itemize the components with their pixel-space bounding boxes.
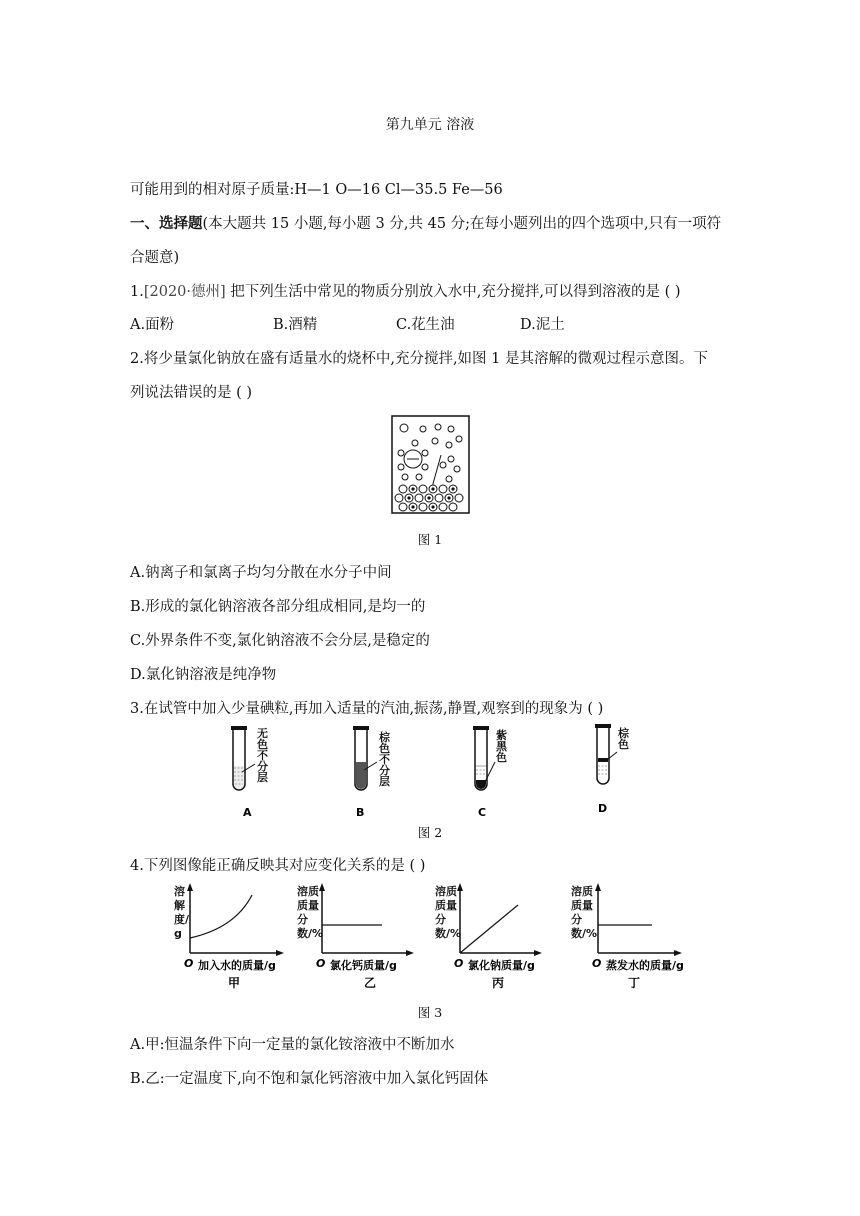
graph-yi-name: 乙 [364, 976, 377, 990]
figure-2-caption: 图 2 [417, 825, 443, 840]
section-heading [130, 214, 721, 234]
question-1 [130, 282, 681, 302]
tube-b [353, 726, 377, 819]
q1-option-a: A.面粉 [130, 317, 175, 333]
question-2-line1: 2.将少量氯化钠放在盛有适量水的烧杯中,充分搅拌,如图 1 是其溶解的微观过程示意图。下 [130, 351, 708, 367]
tube-c [473, 726, 495, 819]
q1-option-c: C.花生油 [396, 317, 455, 333]
graph-ding-name: 丁 [628, 976, 641, 990]
section-heading-title: 一、选择题 [130, 215, 203, 232]
tube-c-label: 紫黑色 [496, 729, 507, 764]
q4-option-b: B.乙:一定温度下,向不饱和氯化钙溶液中加入氯化钙固体 [130, 1071, 489, 1087]
graph-yi-origin: O [316, 957, 326, 970]
section-heading-desc-cont: 合题意) [130, 250, 180, 266]
graph-jia-xlabel: 加入水的质量/g [198, 959, 276, 972]
graph-ding-xlabel: 蒸发水的质量/g [606, 959, 684, 972]
q2-option-a: A.钠离子和氯离子均匀分散在水分子中间 [130, 565, 392, 581]
q1-option-b: B.酒精 [273, 317, 318, 333]
tube-d [595, 724, 617, 815]
graph-jia-origin: O [184, 957, 194, 970]
question-1-text: 把下列生活中常见的物质分别放入水中,充分搅拌,可以得到溶液的是 ( ) [225, 284, 681, 300]
question-1-num: 1. [130, 284, 144, 300]
graph-yi [319, 883, 414, 956]
figure-3-caption: 图 3 [417, 1005, 443, 1020]
tube-a-label: 无色不分层 [257, 727, 268, 784]
tube-a-letter: A [243, 806, 252, 819]
graph-jia-ylabel: 溶解度/g [174, 885, 190, 940]
graph-jia [187, 883, 284, 956]
tube-d-letter: D [598, 802, 608, 815]
graph-ding-origin: O [592, 957, 602, 970]
graph-bing-ylabel: 溶质质量分数/% [435, 885, 462, 940]
graph-bing-origin: O [454, 957, 464, 970]
graph-yi-xlabel: 氯化钙质量/g [330, 959, 397, 972]
tube-a [231, 726, 255, 819]
graph-bing [457, 883, 542, 956]
q2-option-d: D.氯化钠溶液是纯净物 [130, 667, 277, 683]
q2-option-c: C.外界条件不变,氯化钠溶液不会分层,是稳定的 [130, 633, 430, 649]
figure-1-caption: 图 1 [417, 532, 443, 547]
atomic-mass-line: 可能用到的相对原子质量:H—1 O—16 Cl—35.5 Fe—56 [130, 182, 503, 198]
question-3: 3.在试管中加入少量碘粒,再加入适量的汽油,振荡,静置,观察到的现象为 ( ) [130, 701, 604, 717]
tube-c-letter: C [478, 806, 487, 819]
graph-jia-name: 甲 [228, 976, 241, 990]
tube-b-label: 棕色不分层 [379, 731, 390, 788]
figure-2-diagram [215, 722, 645, 822]
question-1-source: [2020·德州] [143, 284, 226, 300]
graph-bing-xlabel: 氯化钠质量/g [468, 959, 535, 972]
graph-ding-ylabel: 溶质质量分数/% [571, 885, 598, 940]
tube-b-letter: B [356, 806, 365, 819]
tube-d-label: 棕色 [618, 727, 629, 751]
q2-option-b: B.形成的氯化钠溶液各部分组成相同,是均一的 [130, 599, 426, 615]
graph-bing-name: 丙 [492, 976, 505, 990]
graph-ding [595, 883, 682, 956]
question-4: 4.下列图像能正确反映其对应变化关系的是 ( ) [130, 858, 426, 874]
q1-option-d: D.泥土 [520, 317, 565, 333]
question-2-line2: 列说法错误的是 ( ) [130, 385, 253, 401]
q4-option-a: A.甲:恒温条件下向一定量的氯化铵溶液中不断加水 [130, 1037, 455, 1053]
figure-1-diagram [391, 415, 471, 515]
section-heading-desc: (本大题共 15 小题,每小题 3 分,共 45 分;在每小题列出的四个选项中,只有一项符 [202, 216, 722, 232]
graph-yi-ylabel: 溶质质量分数/% [297, 885, 324, 940]
page-title: 第九单元 溶液 [385, 117, 475, 133]
